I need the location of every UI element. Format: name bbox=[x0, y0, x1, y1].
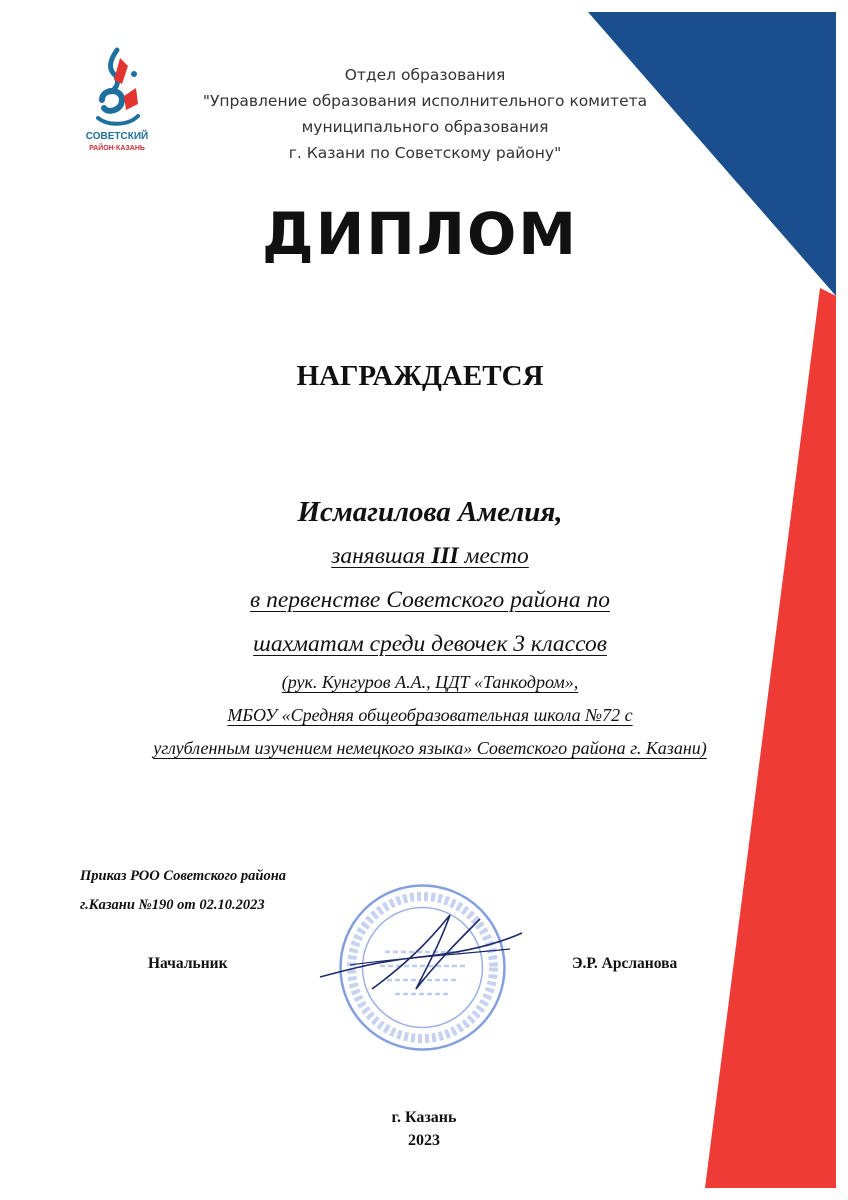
footer-city: г. Казань bbox=[391, 1109, 457, 1126]
diploma-title: ДИПЛОМ bbox=[262, 200, 578, 268]
event-line2: шахматам среди девочек 3 классов bbox=[253, 631, 607, 657]
order-line1: Приказ РОО Советского района bbox=[80, 868, 287, 884]
place-suffix: место bbox=[458, 543, 529, 569]
district-logo bbox=[84, 44, 150, 162]
issuer-line4: г. Казани по Советскому району" bbox=[288, 144, 562, 162]
issuer-line2: "Управление образования исполнительного комитета bbox=[202, 92, 648, 110]
signatory-name: Э.Р. Арсланова bbox=[572, 955, 678, 972]
place-line bbox=[331, 534, 529, 578]
place-and-year bbox=[324, 1106, 524, 1152]
sovetsky-district-logo-icon bbox=[84, 44, 150, 130]
order-line2: г.Казани №190 от 02.10.2023 bbox=[80, 897, 265, 913]
event-line1: в первенстве Советского района по bbox=[250, 587, 610, 613]
order-reference bbox=[80, 862, 286, 920]
detail-line2: МБОУ «Средняя общеобразовательная школа №72 с bbox=[227, 705, 633, 725]
signature bbox=[310, 905, 530, 995]
awarded-heading: НАГРАЖДАЕТСЯ bbox=[296, 360, 544, 392]
footer-year: 2023 bbox=[408, 1132, 440, 1149]
detail-line3: углубленным изучением немецкого языка» Советского района г. Казани) bbox=[153, 738, 707, 758]
recipient-name: Исмагилова Амелия, bbox=[297, 496, 563, 528]
logo-text-line2: РАЙОН·КАЗАНЬ bbox=[89, 145, 145, 152]
signatory-position: Начальник bbox=[148, 955, 228, 972]
place-value: III bbox=[431, 543, 459, 569]
issuer-line1: Отдел образования bbox=[344, 66, 506, 84]
issuer-header bbox=[160, 62, 690, 166]
logo-text-line1: СОВЕТСКИЙ bbox=[85, 131, 149, 142]
issuer-line3: муниципального образования bbox=[301, 118, 549, 136]
place-prefix: занявшая bbox=[331, 543, 432, 569]
award-text bbox=[40, 490, 820, 765]
detail-line1: (рук. Кунгуров А.А., ЦДТ «Танкодром», bbox=[281, 672, 579, 692]
